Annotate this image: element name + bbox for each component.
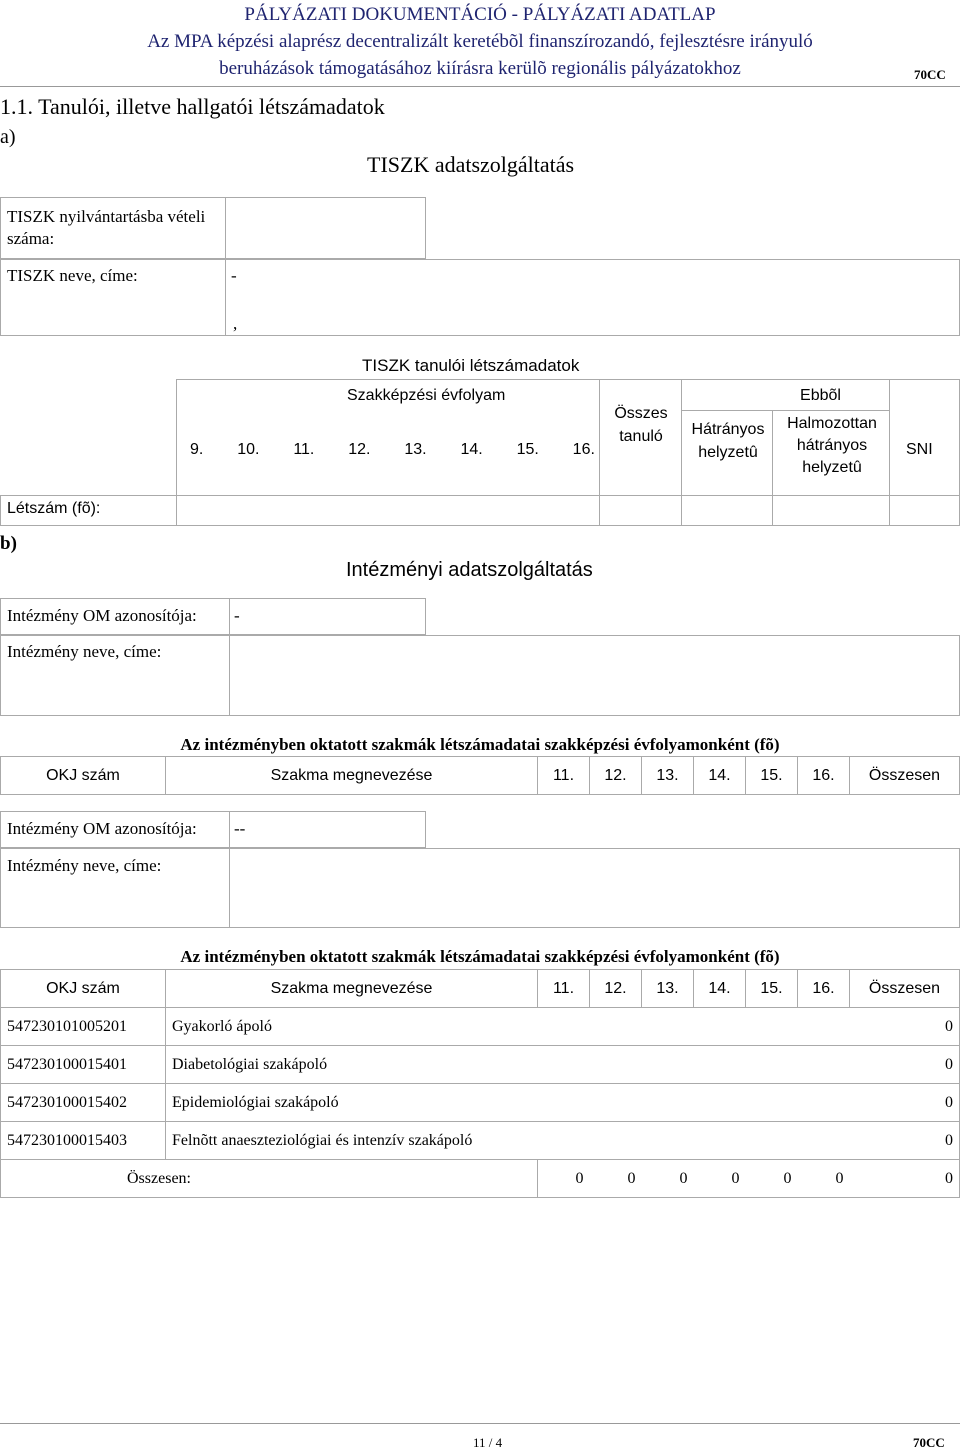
headcount-divider	[176, 495, 177, 526]
col-grade-11: 11.	[538, 970, 590, 1008]
okj-cell: 547230100015402	[1, 1084, 166, 1122]
table-header-row	[1, 757, 960, 795]
grade-10: 10.	[237, 441, 260, 458]
total-cell: 0	[850, 1008, 960, 1046]
profession-cell: Epidemiológiai szakápoló	[166, 1084, 538, 1122]
section-heading: 1.1. Tanulói, illetve hallgatói létszámadatok	[0, 94, 385, 119]
col-grade-11: 11.	[538, 757, 590, 795]
tiszk-table-title: TISZK tanulói létszámadatok	[362, 356, 580, 375]
okj-cell: 547230100015403	[1, 1122, 166, 1160]
col-grade-14: 14.	[694, 757, 746, 795]
col-okj: OKJ szám	[1, 757, 166, 795]
col-name: Szakma megnevezése	[166, 757, 538, 795]
headcount-divider	[889, 495, 890, 526]
profession-cell: Felnõtt anaeszteziológiai és intenzív szakápoló	[166, 1122, 538, 1160]
form-code: 70CC	[914, 67, 946, 82]
sni-header: SNI	[906, 441, 933, 458]
okj-cell: 547230101005201	[1, 1008, 166, 1046]
col-grade-12: 12.	[590, 757, 642, 795]
total-cell: 0	[850, 1122, 960, 1160]
sum-grade-13: 0	[642, 1160, 694, 1198]
inst2-table	[0, 969, 960, 1198]
table-row	[1, 1122, 960, 1160]
header-subtitle-1: Az MPA képzési alaprész decentralizált keretébõl finanszírozandó, fejlesztésre irányuló	[147, 31, 813, 52]
sum-total: 0	[850, 1160, 960, 1198]
inst2-om-label: Intézmény OM azonosítója:	[7, 819, 197, 838]
headcount-label: Létszám (fõ):	[7, 500, 101, 517]
col-grade-15: 15.	[746, 970, 798, 1008]
grade-cells	[538, 1046, 850, 1084]
col-okj: OKJ szám	[1, 970, 166, 1008]
okj-cell: 547230100015401	[1, 1046, 166, 1084]
grade-14: 14.	[460, 441, 483, 458]
col-grade-13: 13.	[642, 757, 694, 795]
headcount-divider	[681, 495, 682, 526]
table-row	[1, 1046, 960, 1084]
ebbol-header: Ebbõl	[800, 387, 841, 404]
page-number: 11 / 4	[473, 1435, 503, 1450]
tiszk-row-divider	[681, 410, 889, 411]
tiszk-name-value: -	[231, 266, 237, 285]
grade-16: 16.	[572, 441, 595, 458]
table-header-row	[1, 970, 960, 1008]
grade-9: 9.	[190, 441, 204, 458]
inst2-om-value: --	[234, 819, 246, 838]
tiszk-address-value: ,	[233, 314, 238, 333]
part-a-label: a)	[0, 126, 16, 148]
part-b-label: b)	[0, 533, 17, 554]
table-row	[1, 1084, 960, 1122]
tiszk-section-title: TISZK adatszolgáltatás	[367, 152, 575, 177]
total-cell: 0	[850, 1084, 960, 1122]
tiszk-col-divider	[599, 379, 600, 496]
disadvantaged-header: Hátrányos helyzetû	[691, 421, 765, 461]
sum-grade-12: 0	[590, 1160, 642, 1198]
tiszk-name-label: TISZK neve, címe:	[7, 266, 138, 285]
col-grade-15: 15.	[746, 757, 798, 795]
inst1-table	[0, 756, 960, 795]
sum-grade-14: 0	[694, 1160, 746, 1198]
col-grade-12: 12.	[590, 970, 642, 1008]
footer-divider	[0, 1423, 960, 1424]
header-title: PÁLYÁZATI DOKUMENTÁCIÓ - PÁLYÁZATI ADATLAP	[244, 4, 716, 25]
inst1-om-value: -	[234, 606, 240, 625]
grade-cells	[538, 1008, 850, 1046]
inst1-name-label: Intézmény neve, címe:	[7, 642, 162, 661]
tiszk-name-box	[0, 259, 960, 336]
grade-header: Szakképzési évfolyam	[347, 387, 506, 404]
grade-11: 11.	[293, 441, 315, 458]
col-grade-13: 13.	[642, 970, 694, 1008]
col-total: Összesen	[850, 970, 960, 1008]
total-students-header: Összes tanuló	[614, 405, 668, 445]
profession-cell: Gyakorló ápoló	[166, 1008, 538, 1046]
headcount-divider	[772, 495, 773, 526]
sum-label: Összesen:	[1, 1160, 538, 1198]
headcount-row	[0, 495, 960, 526]
sum-row	[1, 1160, 960, 1198]
headcount-divider	[599, 495, 600, 526]
grade-cells	[538, 1122, 850, 1160]
header-divider	[0, 86, 960, 87]
grade-cells	[538, 1084, 850, 1122]
col-name: Szakma megnevezése	[166, 970, 538, 1008]
col-grade-16: 16.	[798, 970, 850, 1008]
col-grade-16: 16.	[798, 757, 850, 795]
col-grade-14: 14.	[694, 970, 746, 1008]
inst2-table-caption: Az intézményben oktatott szakmák létszámadatai szakképzési évfolyamonként (fõ)	[180, 947, 780, 966]
inst1-om-label: Intézmény OM azonosítója:	[7, 606, 197, 625]
grade-12: 12.	[348, 441, 371, 458]
inst1-table-caption: Az intézményben oktatott szakmák létszámadatai szakképzési évfolyamonként (fõ)	[180, 735, 780, 754]
col-total: Összesen	[850, 757, 960, 795]
institution-section-title: Intézményi adatszolgáltatás	[346, 559, 593, 581]
tiszk-reg-label: TISZK nyilvántartásba vételi száma:	[7, 207, 206, 248]
inst2-name-label: Intézmény neve, címe:	[7, 856, 162, 875]
sum-grade-15: 0	[746, 1160, 798, 1198]
tiszk-col-divider	[772, 410, 773, 496]
sum-grade-16: 0	[798, 1160, 850, 1198]
table-row	[1, 1008, 960, 1046]
header-subtitle-2: beruházások támogatásához kiírásra kerülõ regionális pályázatokhoz	[219, 58, 741, 79]
grade-15: 15.	[516, 441, 539, 458]
profession-cell: Diabetológiai szakápoló	[166, 1046, 538, 1084]
footer-code: 70CC	[913, 1435, 945, 1450]
total-cell: 0	[850, 1046, 960, 1084]
multi-disadvantaged-header: Halmozottan hátrányos helyzetû	[787, 415, 877, 476]
grade-list	[190, 441, 595, 459]
grade-13: 13.	[404, 441, 427, 458]
sum-grade-11: 0	[538, 1160, 590, 1198]
